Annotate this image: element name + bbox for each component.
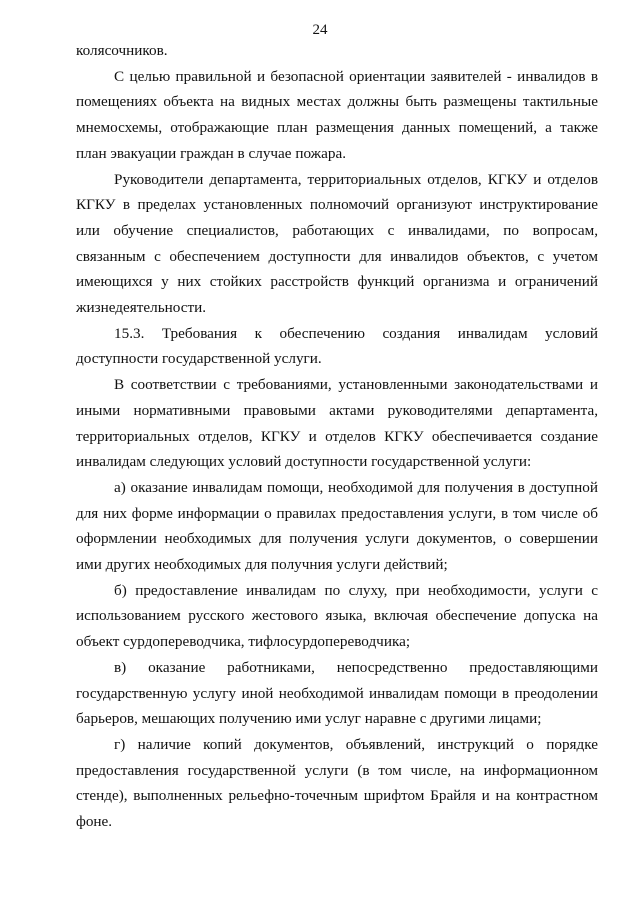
list-item-v: в) оказание работниками, непосредственно предоставляющими государственную услугу иной необходимой инвалидам помощи в преодолении барьеров, мешающих получению ими услуг наравне с другими лицами; xyxy=(76,658,598,728)
list-item-a: а) оказание инвалидам помощи, необходимой для получения в доступной для них форме информации о правилах предоставления услуги, в том числе об оформлении необходимых для получения услуги документов, о совершении ими других необходимых для получния услуги действий; xyxy=(76,478,598,574)
list-item-g: г) наличие копий документов, объявлений, инструкций о порядке предоставления государственной услуги (в том числе, на информационном стенде), выполненных рельефно-точечным шрифтом Брайля и на контрастном фоне. xyxy=(76,735,598,831)
section-heading-15-3: 15.3. Требования к обеспечению создания инвалидам условий доступности государственной услуги. xyxy=(76,324,598,368)
paragraph-staff-training: Руководители департамента, территориальных отделов, КГКУ и отделов КГКУ в пределах установленных полномочий организуют инструктирование или обучение специалистов, работающих с инвалидами, по вопросам, связанным с обеспечением доступности для инвалидов объектов, с учетом имеющихся у них стойких расстройств функций организма и ограничений жизнедеятельности. xyxy=(76,170,598,317)
paragraph-accessibility-conditions: В соответствии с требованиями, установленными законодательствами и иными нормативными правовыми актами руководителями департамента, территориальных отделов, КГКУ и отделов КГКУ обеспечивается создание инвалидам следующих условий доступности государственной услуги: xyxy=(76,376,598,471)
paragraph-tactile-schemes: С целью правильной и безопасной ориентации заявителей - инвалидов в помещениях объекта на видных местах должны быть размещены тактильные мнемосхемы, отображающие план размещения данных помещений, а также план эвакуации граждан в случае пожара. xyxy=(76,67,598,162)
list-item-b: б) предоставление инвалидам по слуху, при необходимости, услуги с использованием русского жестового языка, включая обеспечение допуска на объект сурдопереводчика, тифлосурдопереводчика; xyxy=(76,581,598,651)
paragraph-continuation: колясочников. xyxy=(76,42,168,59)
document-body xyxy=(76,38,598,835)
page-number: 24 xyxy=(312,22,328,38)
